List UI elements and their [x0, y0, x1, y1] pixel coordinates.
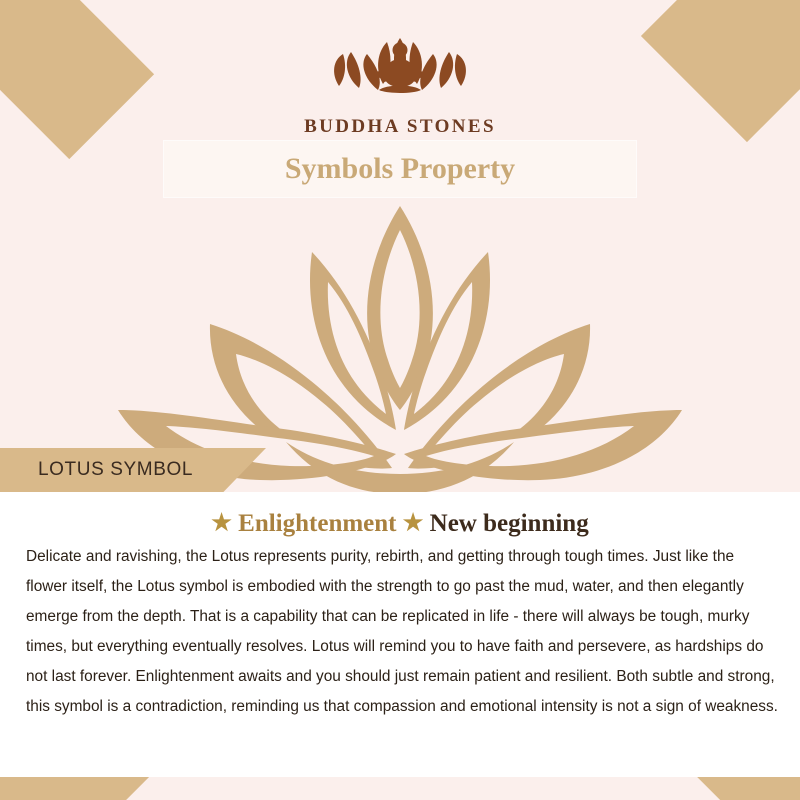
- lotus-symbol-ribbon: [0, 448, 266, 492]
- page-title: Symbols Property: [284, 152, 516, 185]
- ribbon-label: LOTUS SYMBOL: [38, 459, 194, 480]
- brand-block: [0, 14, 800, 138]
- description-panel: [0, 492, 800, 777]
- headline-part-enlightenment: Enlightenment: [238, 510, 397, 537]
- brand-name: BUDDHA STONES: [304, 116, 496, 137]
- description-paragraph: Delicate and ravishing, the Lotus represents purity, rebirth, and getting through tough times. Just like the flower itself, the Lotus symbol is embodied with the strength to go past the mud, water, and then elegantly emerge from the depth. That is a capability that can be replicated in life - there will always be tough, murky times, but everything eventually resolves. Lotus will remind you to have faith and persevere, as hardships do not last forever. Enlightenment awaits and you should just remain patient and resilient. Both subtle and strong, this symbol is a contradiction, reminding us that compassion and emotional intensity is not a sign of weakness.: [26, 548, 778, 715]
- section-headline: [0, 510, 800, 538]
- lotus-meditation-logo-icon: [0, 14, 800, 114]
- star-icon-left: ★: [211, 510, 232, 535]
- star-icon-right: ★: [402, 510, 424, 535]
- headline-part-new-beginning: New beginning: [429, 510, 589, 537]
- page-title-band: [163, 140, 637, 198]
